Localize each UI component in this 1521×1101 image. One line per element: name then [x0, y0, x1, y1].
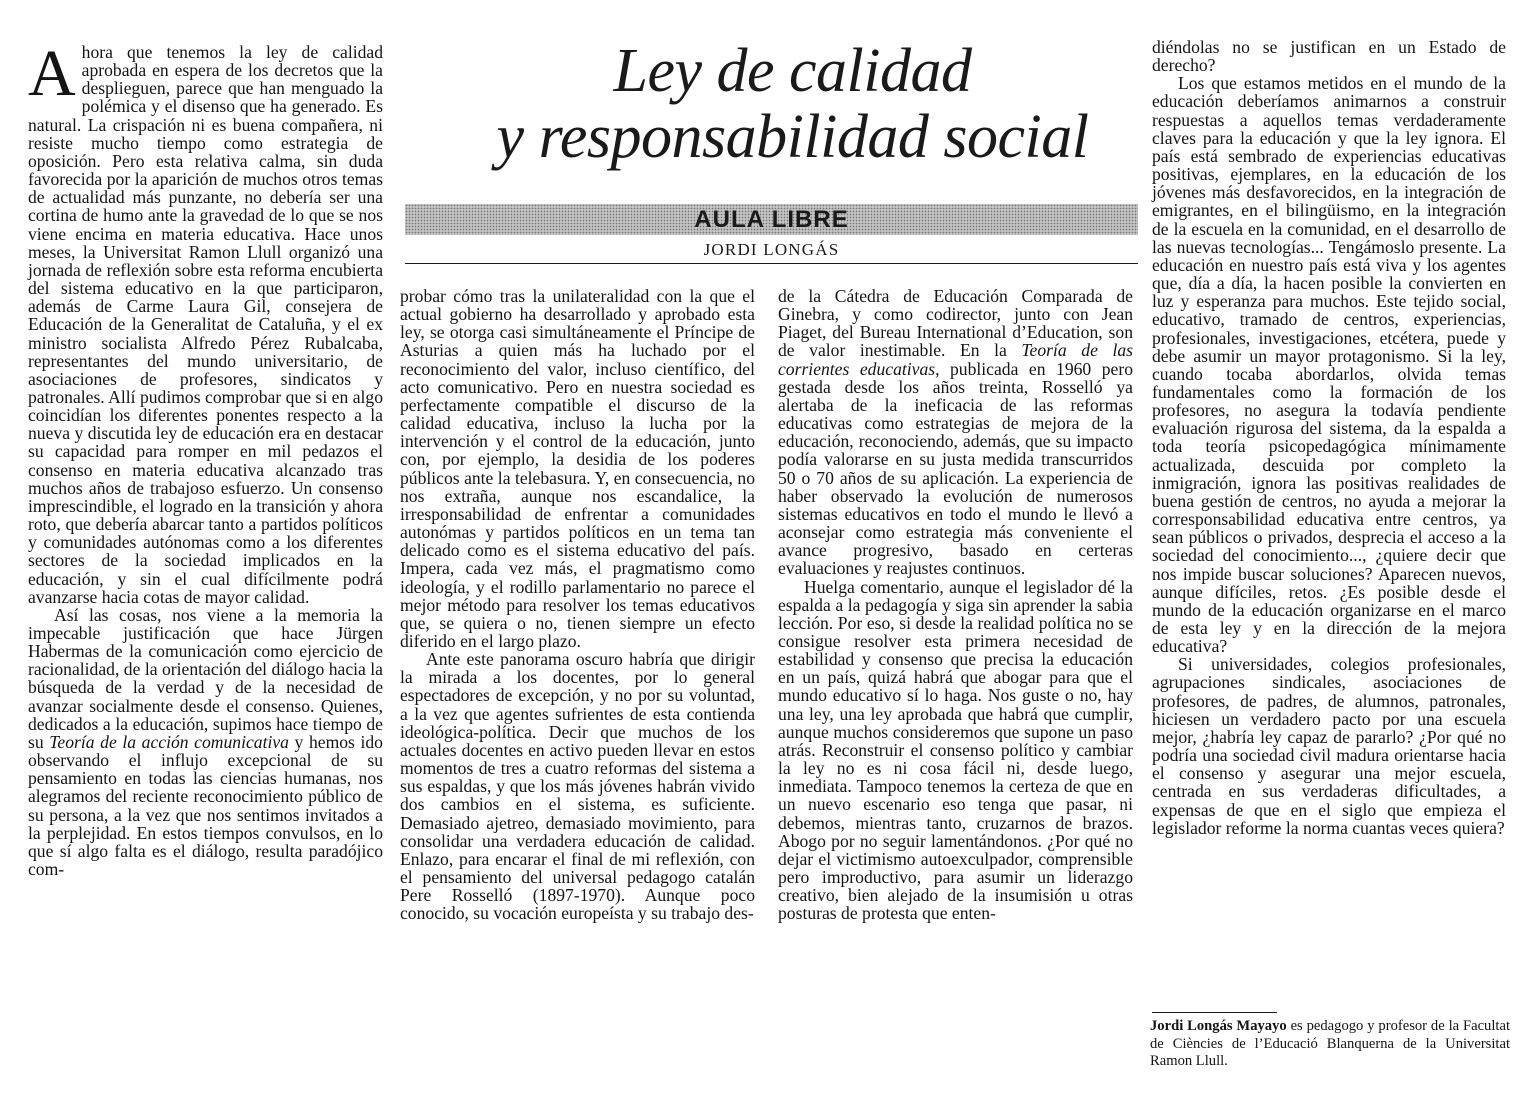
article-title [400, 38, 1185, 170]
paragraph: Huelga comentario, aunque el legislador dé la espalda a la pedagogía y siga sin aprender la sabia lección. Por eso, si desde la realidad política no se consigue resolver esta primera necesidad de estabilidad y consenso que precisa la educación en un país, quizá habrá que abogar para que el mundo educativo sí lo haga. Nos guste o no, hay una ley, una ley aprobada que habrá que cumplir, aunque muchos consideremos que supone un paso atrás. Reconstruir el consenso político y cambiar la ley no es ni cosa fácil ni, desde luego, inmediata. Tampoco tenemos la certeza de que en un nuevo escenario eso tenga que pasar, ni debemos, mientras tanto, cruzarnos de brazos. Abogo por no seguir lamentándonos. ¿Por qué no dejar el victimismo autoexculpador, comprensible pero improductivo, para asumir un liderazgo creativo, bien alejado de la insumisión u otras posturas de protesta que enten- [778, 576, 1133, 924]
paragraph: Ante este panorama oscuro habría que dirigir la mirada a los docentes, por lo general espectadores de excepción, y no por su voluntad, a la vez que agentes sufrientes de esta contienda ideológica-política. Decir que muchos de los actuales docentes en activo pueden llevar en estos momentos de tres a cuatro reformas del sistema a sus espaldas, y que los más jóvenes habrán vivido dos cambios en el sistema, es suficiente. Demasiado ajetreo, demasiado movimiento, para consolidar una verdadera educación de calidad. Enlazo, para encarar el final de mi reflexión, con el pensamiento del universal pedagogo catalán Pere Rosselló (1897-1970). Aunque poco conocido, su vocación europeísta y su trabajo des- [400, 649, 755, 924]
column-1 [28, 37, 383, 880]
bio-divider [1152, 1012, 1277, 1013]
paragraph: diéndolas no se justifican en un Estado de derecho? [1152, 37, 1506, 76]
book-title: Teoría de las corrientes educativas, [778, 340, 1133, 379]
paragraph: de la Cátedra de Educación Comparada de Ginebra, y como codirector, junto con Jean Piaget, del Bureau International d’Education, son de valor inestimable. En la Teoría de las corrientes educativas, publicada en 1960 pero gestada desde los años treinta, Rosselló ya alertaba de la ineficacia de las reformas educativas como estrategias de mejora de la educación, reconociendo, además, que su impacto podía valorarse en su justa medida transcurridos 50 o 70 años de su aplicación. La experiencia de haber observado la evolución de numerosos sistemas educativos en todo el mundo le llevó a aconsejar como estrategia más conveniente el avance progresivo, basado en certeras evaluaciones y reajustes continuos. [778, 286, 1134, 579]
paragraph: probar cómo tras la unilateralidad con la que el actual gobierno ha desarrollado y aprobado esta ley, se otorga casi simultáneamente el Príncipe de Asturias a quien más ha luchado por el reconocimiento del valor, incluso científico, del acto comunicativo. Pero en nuestra sociedad es perfectamente compatible el discurso de la calidad educativa, incluso la lucha por la intervención y el control de la educación, junto con, por ejemplo, la desidia de los poderes públicos ante la telebasura. Y, en consecuencia, no nos extraña, aunque nos escandalice, la irresponsabilidad de enfrentar a comunidades autonómas y partidos políticos en un tema tan delicado como es el sistema educativo del país. Impera, cada vez más, el pragmatismo como ideología, y el rodillo parlamentario no parece el mejor método para resolver los temas educativos que, se quiera o no, tienen siempre un efecto diferido en el largo plazo. [400, 286, 755, 651]
paragraph: Ahora que tenemos la ley de calidad aprobada en espera de los decretos que la desplieguen, parece que han menguado la polémica y el disenso que ha generado. Es natural. La crispación ni es buena compañera, ni resiste mucho tiempo como estrategia de oposición. Pero esta relativa calma, sin duda favorecida por la aparición de muchos otros temas de actualidad más punzante, no debería ser una cortina de humo ante la gravedad de lo que se nos viene encima en materia educativa. Hace unos meses, la Universitat Ramon Llull organizó una jornada de reflexión sobre esta reforma encubierta del sistema educativo en la que participaron, además de Carme Laura Gil, consejera de Educación de la Generalitat de Cataluña, y el ex ministro socialista Alfredo Pérez Rubalcaba, representantes del mundo universitario, de asociaciones de profesores, sindicatos y patronales. Allí pudimos comprobar que si en algo coincidían los diferentes ponentes respecto a la nueva y discutida ley de educación era en destacar su capacidad para romper en mil pedazos el consenso en materia educativa alcanzado tras muchos años de trabajoso esfuerzo. Un consenso imprescindible, el logrado en la transición y ahora roto, que debería abarcar tanto a partidos políticos y comunidades autónomas como a los diferentes sectores de la sociedad implicados en la educación, y sin el cual difícilmente podrá avanzarse hacia cotas de mayor calidad. [28, 37, 383, 607]
title-line-2: y responsabilidad social [496, 103, 1089, 171]
column-2 [400, 287, 755, 922]
paragraph: Si universidades, colegios profesionales, agrupaciones sindicales, asociaciones de profesores, de padres, de alumnos, patronales, hiciesen un verdadero pacto por una escuela mejor, ¿habría ley capaz de pararlo? ¿Por qué no podría una sociedad civil madura orientarse hacia el consenso y asegurar una mejor escuela, centrada en sus verdaderas dificultades, a expensas de que en el siglo que empieza el legislador reforme la norma cuantas veces quiera? [1152, 654, 1506, 838]
byline-divider [405, 263, 1138, 264]
author-bio [1150, 1018, 1510, 1071]
section-banner [405, 204, 1138, 235]
author-description: es pedagogo y profesor de la Facultat de Ciències de l’Educació Blanquerna de la Universitat Ramon Llull. [1150, 1018, 1510, 1069]
book-title: Teoría de la acción comunicativa [49, 731, 289, 752]
paragraph: Los que estamos metidos en el mundo de la educación deberíamos animarnos a construir respuestas a aquellos temas verdaderamente claves para la educación y que la ley ignora. El país está sembrado de experiencias educativas positivas, ejemplares, en la educación de los jóvenes más desfavorecidos, en la integración de emigrantes, en el bilingüismo, en la integración de la escuela en la comunidad, en el desarrollo de las nuevas tecnologías... Tengámoslo presente. La educación en nuestro país está viva y los agentes que, día a día, la hacen posible la convierten en luz y esperanza para muchos. Este tejido social, educativo, tramado de centros, experiencias, profesionales, investigaciones, etcétera, puede y debe asumir un mayor protagonismo. Si la ley, cuando tocaba abordarlos, olvida temas fundamentales como la formación de los profesores, no asegura la todavía pendiente evaluación rigurosa del sistema, da la espalda a toda teoría psicopedagógica mínimamente actualizada, descuida por completo la inmigración, ignora las positivas realidades de buena gestión de centros, no ayuda a mejorar la corresponsabilidad educativa entre centros, ya sean públicos o privados, desprecia el acceso a la sociedad del conocimiento..., ¿quiere decir que nos impide buscar soluciones? Aparecen nuevos, aunque difíciles, retos. ¿Es posible desde el mundo de la educación organizarse en el marco de esta ley y en la dirección de la mejora educativa? [1152, 73, 1506, 657]
byline: JORDI LONGÁS [703, 240, 840, 259]
drop-cap: A [28, 37, 76, 110]
title-line-1: Ley de calidad [613, 37, 972, 105]
paragraph: Así las cosas, nos viene a la memoria la impecable justificación que hace Jürgen Habermas de la comunicación como ejercicio de racionalidad, de la orientación del diálogo hacia la búsqueda de la verdad y de la necesidad de avanzar socialmente desde el consenso. Quienes, dedicados a la educación, supimos hace tiempo de su Teoría de la acción comunicativa y hemos ido observando el influjo excepcional de su pensamiento en todas las ciencias humanas, nos alegramos del reciente reconocimiento público de su persona, a la vez que nos sentimos invitados a la perplejidad. En estos tiempos convulsos, en lo que sí algo falta es el diálogo, resulta paradójico com- [28, 604, 383, 880]
column-3 [778, 287, 1133, 922]
author-name: Jordi Longás Mayayo [1150, 1018, 1287, 1034]
section-label: AULA LIBRE [694, 206, 849, 233]
column-4 [1152, 38, 1506, 837]
